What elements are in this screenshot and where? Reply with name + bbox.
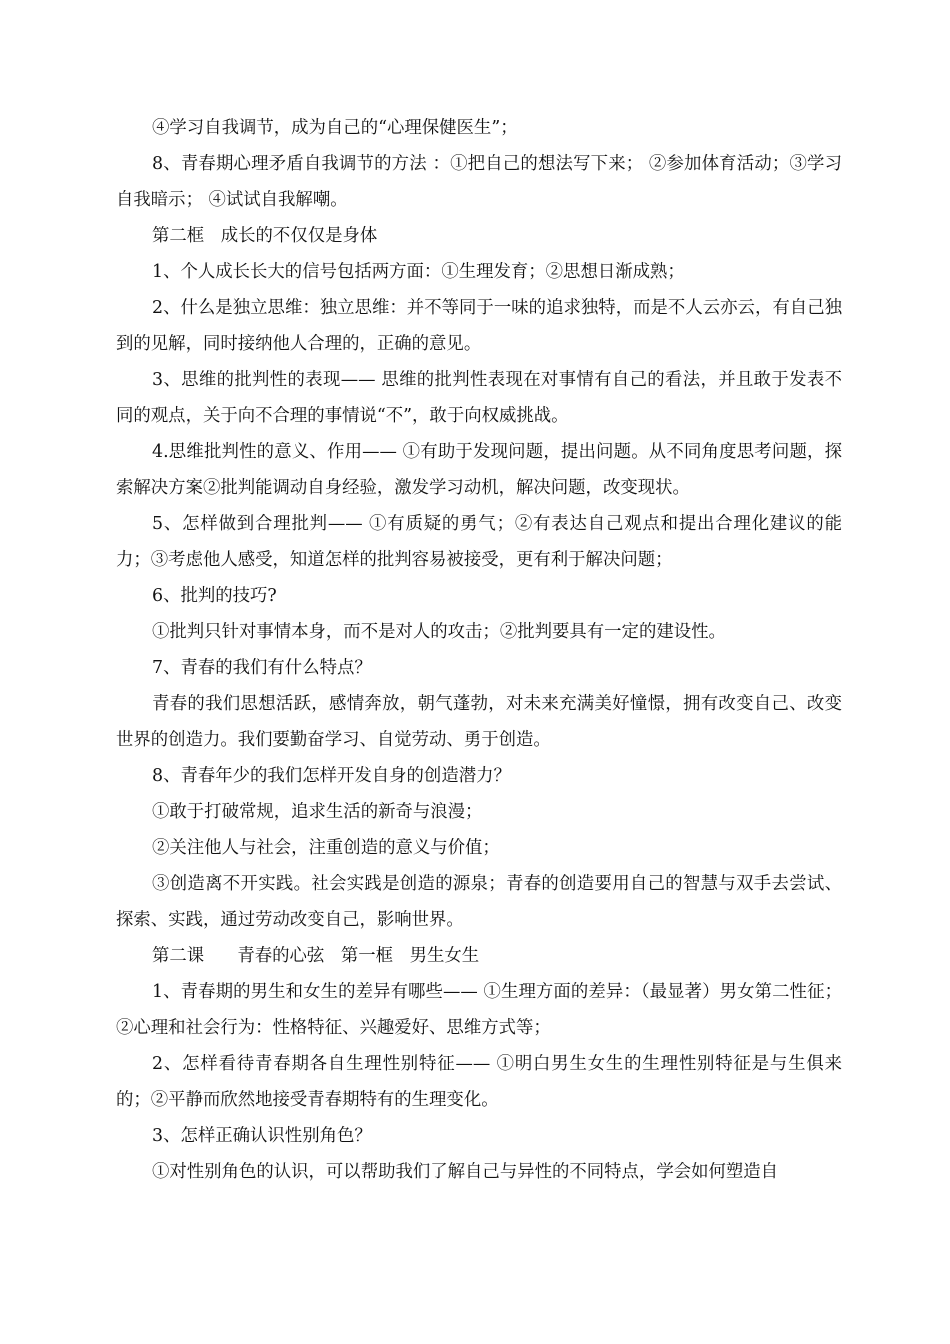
paragraph: ①敢于打破常规，追求生活的新奇与浪漫； xyxy=(152,802,483,822)
paragraph: ④学习自我调节，成为自己的“心理保健医生”； xyxy=(152,118,518,138)
section-heading: 第二课 青春的心弦 第一框 男生女生 xyxy=(152,946,480,966)
paragraph: 3、怎样正确认识性别角色？ xyxy=(152,1126,372,1146)
paragraph: 1、青春期的男生和女生的差异有哪些—— ①生理方面的差异：（最显著）男女第二性征；②心理和社会行为：性格特征、兴趣爱好、思维方式等； xyxy=(116,982,842,1038)
paragraph: 6、批判的技巧? xyxy=(152,586,277,606)
paragraph: 3、思维的批判性的表现—— 思维的批判性表现在对事情有自己的看法，并且敢于发表不同的观点，关于向不合理的事情说“不”，敢于向权威挑战。 xyxy=(116,370,842,426)
paragraph: 7、青春的我们有什么特点？ xyxy=(152,658,372,678)
paragraph: 2、怎样看待青春期各自生理性别特征—— ①明白男生女生的生理性别特征是与生俱来的；②平静而欣然地接受青春期特有的生理变化。 xyxy=(116,1054,842,1110)
paragraph: 5、怎样做到合理批判—— ①有质疑的勇气；②有表达自己观点和提出合理化建议的能力；③考虑他人感受，知道怎样的批判容易被接受，更有利于解决问题； xyxy=(116,514,842,570)
document-body xyxy=(116,110,842,1190)
paragraph: ③创造离不开实践。社会实践是创造的源泉；青春的创造要用自己的智慧与双手去尝试、探索、实践，通过劳动改变自己，影响世界。 xyxy=(116,874,842,930)
section-heading: 第二框 成长的不仅仅是身体 xyxy=(152,226,378,246)
paragraph: 8、青春期心理矛盾自我调节的方法 ：①把自己的想法写下来； ②参加体育活动；③学习自我暗示； ④试试自我解嘲。 xyxy=(116,154,842,210)
paragraph: 1、个人成长长大的信号包括两方面：①生理发育；②思想日渐成熟； xyxy=(152,262,685,282)
paragraph: ①对性别角色的认识，可以帮助我们了解自己与异性的不同特点，学会如何塑造自 xyxy=(152,1162,779,1182)
paragraph: 2、什么是独立思维：独立思维：并不等同于一味的追求独特，而是不人云亦云，有自己独到的见解，同时接纳他人合理的，正确的意见。 xyxy=(116,298,842,354)
paragraph: 8、青春年少的我们怎样开发自身的创造潜力？ xyxy=(152,766,511,786)
paragraph: 4.思维批判性的意义、作用—— ①有助于发现问题，提出问题。从不同角度思考问题，探索解决方案②批判能调动自身经验，激发学习动机，解决问题，改变现状。 xyxy=(116,442,842,498)
paragraph: ②关注他人与社会，注重创造的意义与价值； xyxy=(152,838,500,858)
paragraph: ①批判只针对事情本身，而不是对人的攻击；②批判要具有一定的建设性。 xyxy=(152,622,726,642)
paragraph: 青春的我们思想活跃，感情奔放，朝气蓬勃，对未来充满美好憧憬，拥有改变自己、改变世界的创造力。我们要勤奋学习、自觉劳动、勇于创造。 xyxy=(116,694,842,750)
